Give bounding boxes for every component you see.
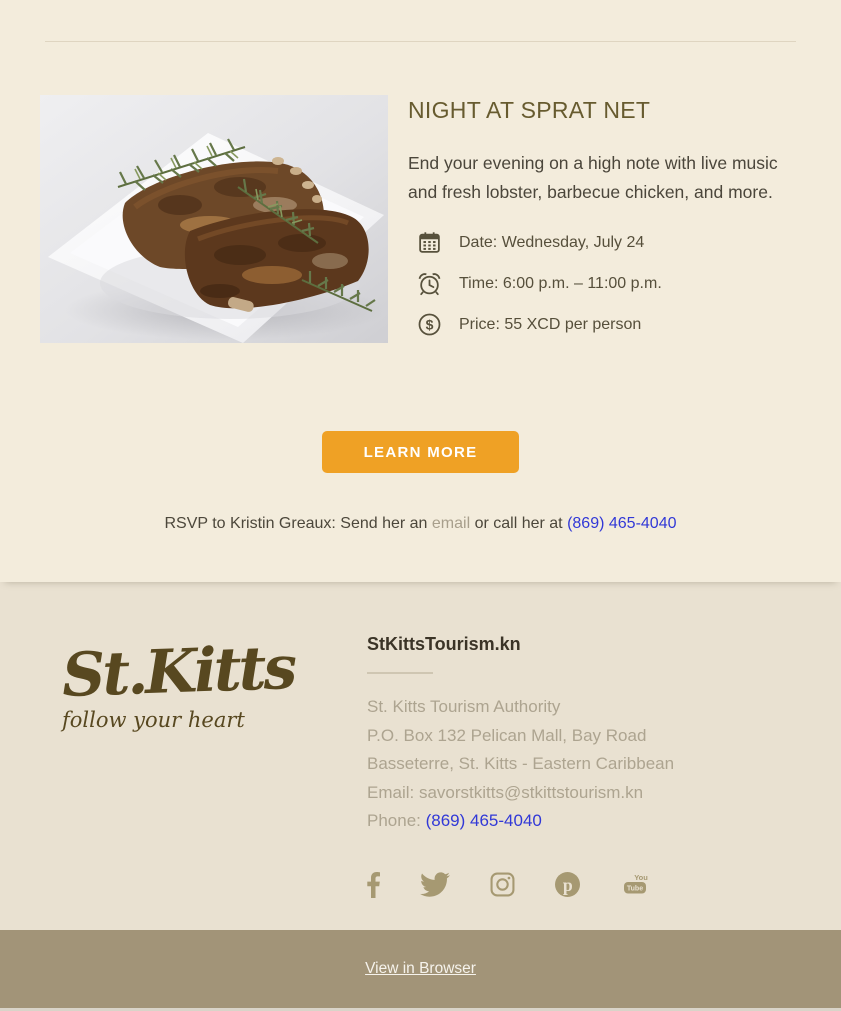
footer-divider <box>367 672 433 674</box>
event-description: End your evening on a high note with live music and fresh lobster, barbecue chicken, and more. <box>408 153 778 202</box>
youtube-icon[interactable] <box>620 872 648 897</box>
event-title: NIGHT AT SPRAT NET <box>408 97 651 123</box>
bottom-bar <box>0 930 841 1011</box>
svg-text:You: You <box>634 873 648 882</box>
footer-row <box>40 634 801 898</box>
footer-phone-line <box>367 807 801 836</box>
top-divider <box>45 41 796 42</box>
dollar-circle-icon <box>417 312 442 337</box>
rsvp-prefix-text: RSVP to Kristin Greaux: Send her an <box>164 515 432 532</box>
event-time-text: Time: 6:00 p.m. – 11:00 p.m. <box>459 274 662 292</box>
alarm-clock-icon <box>417 271 442 296</box>
food-photo-ribs <box>40 95 388 343</box>
event-date-text: Date: Wednesday, July 24 <box>459 233 645 251</box>
footer-info <box>367 634 801 898</box>
footer-address-line: St. Kitts Tourism Authority <box>367 697 561 716</box>
stkitts-logo-wordmark: St.Kitts <box>61 632 296 712</box>
footer-phone-label: Phone: <box>367 811 426 830</box>
calendar-icon <box>417 230 442 255</box>
social-icons-row <box>367 872 801 898</box>
event-info <box>388 95 796 353</box>
footer-address-line: P.O. Box 132 Pelican Mall, Bay Road <box>367 725 647 745</box>
event-detail-price <box>408 312 796 337</box>
svg-text:p: p <box>562 875 573 896</box>
stkitts-logo[interactable] <box>40 632 367 898</box>
rsvp-email-link[interactable]: email <box>431 515 471 532</box>
footer-address-line: Basseterre, St. Kitts - Eastern Caribbean <box>367 754 675 773</box>
svg-text:$: $ <box>425 316 434 333</box>
instagram-icon[interactable] <box>490 872 515 897</box>
rsvp-middle-text: or call her at <box>470 515 568 532</box>
footer-section <box>0 582 841 930</box>
view-in-browser-link[interactable]: View in Browser <box>365 960 476 977</box>
facebook-icon[interactable] <box>367 872 380 898</box>
event-detail-date <box>408 230 796 255</box>
twitter-icon[interactable] <box>420 872 450 897</box>
footer-email-line <box>367 779 801 808</box>
event-price-text: Price: 55 XCD per person <box>459 315 642 333</box>
footer-phone-link[interactable]: (869) 465-4040 <box>425 811 542 830</box>
learn-more-button[interactable]: LEARN MORE <box>322 431 519 473</box>
footer-site-title: StKittsTourism.kn <box>367 634 521 654</box>
event-row <box>0 42 841 353</box>
rsvp-line <box>0 515 841 533</box>
stkitts-logo-tagline: follow your heart <box>62 708 245 732</box>
pinterest-icon[interactable] <box>555 872 580 897</box>
rsvp-phone-link[interactable]: (869) 465-4040 <box>567 515 677 532</box>
event-detail-time <box>408 271 796 296</box>
footer-email-label: Email: <box>367 782 419 802</box>
footer-email-value: savorstkitts@stkittstourism.kn <box>418 782 644 802</box>
svg-text:Tube: Tube <box>626 885 644 893</box>
